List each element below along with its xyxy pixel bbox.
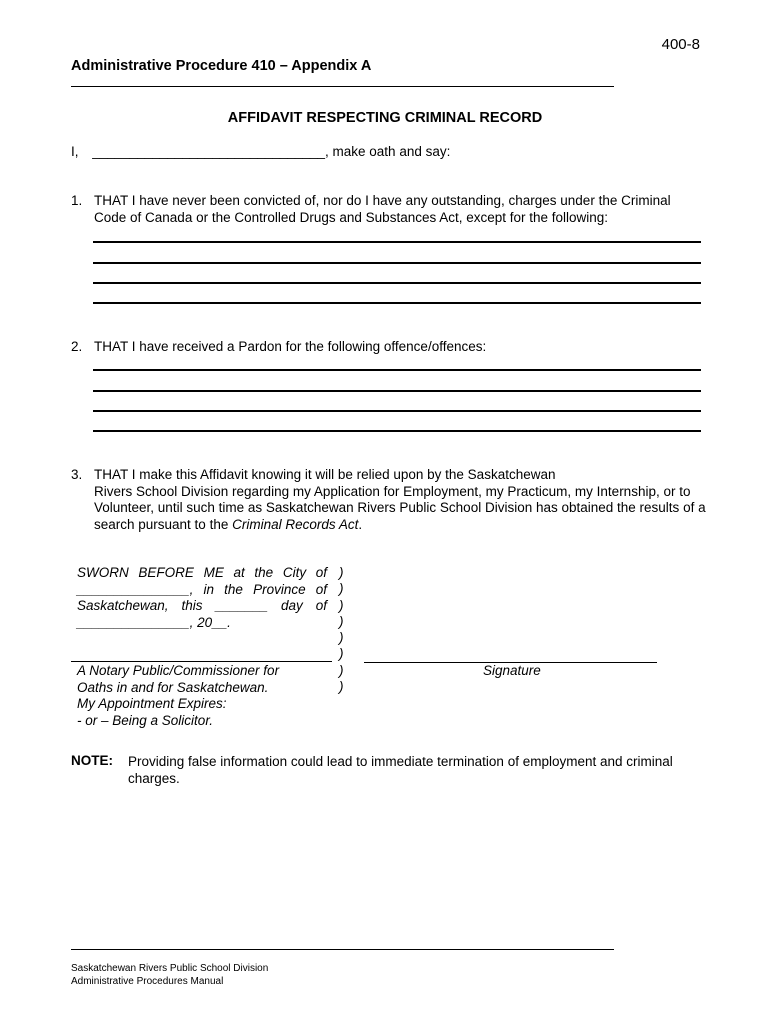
sworn-line-4[interactable]: _______________, 20__. bbox=[77, 614, 231, 630]
item-text-line1: THAT I make this Affidavit knowing it will be relied upon by the Saskatchewan bbox=[94, 467, 556, 482]
fill-line-1c[interactable] bbox=[93, 282, 701, 284]
fill-line-1d[interactable] bbox=[93, 302, 701, 304]
name-blank[interactable]: _______________________________ bbox=[92, 144, 326, 159]
footer-line-2: Administrative Procedures Manual bbox=[71, 975, 224, 987]
paren-column: ) ) ) ) ) ) ) ) bbox=[339, 565, 344, 695]
sworn-line-2[interactable]: _______________, in the Province of bbox=[77, 581, 327, 597]
note-label: NOTE: bbox=[71, 753, 113, 768]
item-number: 2. bbox=[71, 339, 83, 354]
document-title: AFFIDAVIT RESPECTING CRIMINAL RECORD bbox=[227, 110, 543, 126]
item-text-rest: Rivers School Division regarding my Application for Employment, my Practicum, my Internship, or to Volunteer, until such time as Saskatchewan Rivers Public School Division has obtained the results of a search pursuant to the Criminal Records Act. bbox=[94, 483, 706, 532]
notary-block bbox=[77, 663, 279, 729]
footer-rule bbox=[71, 949, 614, 950]
fill-line-1a[interactable] bbox=[93, 241, 701, 243]
note-text: Providing false information could lead to immediate termination of employment and criminal charges. bbox=[128, 754, 673, 786]
fill-line-2c[interactable] bbox=[93, 410, 701, 412]
notary-line-4: - or – Being a Solicitor. bbox=[77, 712, 214, 728]
item-text: THAT I have received a Pardon for the following offence/offences: bbox=[94, 339, 487, 354]
notary-line-3: My Appointment Expires: bbox=[77, 696, 227, 711]
oath-line bbox=[71, 144, 450, 159]
item-2 bbox=[71, 339, 701, 356]
sworn-line-1: SWORN BEFORE ME at the City of bbox=[77, 565, 327, 580]
act-name: Criminal Records Act bbox=[232, 516, 359, 532]
footer bbox=[71, 963, 268, 988]
notary-line-2: Oaths in and for Saskatchewan. bbox=[77, 679, 269, 695]
page-number: 400-8 bbox=[661, 36, 700, 53]
item-1 bbox=[71, 193, 701, 226]
fill-line-1b[interactable] bbox=[93, 262, 701, 264]
oath-prefix: I, bbox=[71, 144, 79, 159]
item-text: THAT I have never been convicted of, nor do I have any outstanding, charges under the Criminal Code of Canada or the Controlled Drugs and Substances Act, except for the following: bbox=[94, 193, 671, 225]
footer-line-1: Saskatchewan Rivers Public School Division bbox=[71, 963, 269, 974]
sworn-line-3[interactable]: Saskatchewan, this _______ day of bbox=[77, 598, 327, 613]
signature-label: Signature bbox=[483, 663, 541, 678]
fill-line-2d[interactable] bbox=[93, 430, 701, 432]
header-title: Administrative Procedure 410 – Appendix A bbox=[71, 58, 372, 74]
item-number: 3. bbox=[71, 467, 83, 482]
commissioner-signature-line[interactable] bbox=[71, 661, 332, 662]
item-3 bbox=[71, 467, 711, 533]
oath-suffix: , make oath and say: bbox=[325, 144, 451, 159]
fill-line-2a[interactable] bbox=[93, 369, 701, 371]
header-rule bbox=[71, 86, 614, 87]
sworn-block bbox=[77, 565, 327, 631]
item-number: 1. bbox=[71, 193, 83, 208]
fill-line-2b[interactable] bbox=[93, 390, 701, 392]
notary-line-1: A Notary Public/Commissioner for bbox=[77, 663, 280, 678]
